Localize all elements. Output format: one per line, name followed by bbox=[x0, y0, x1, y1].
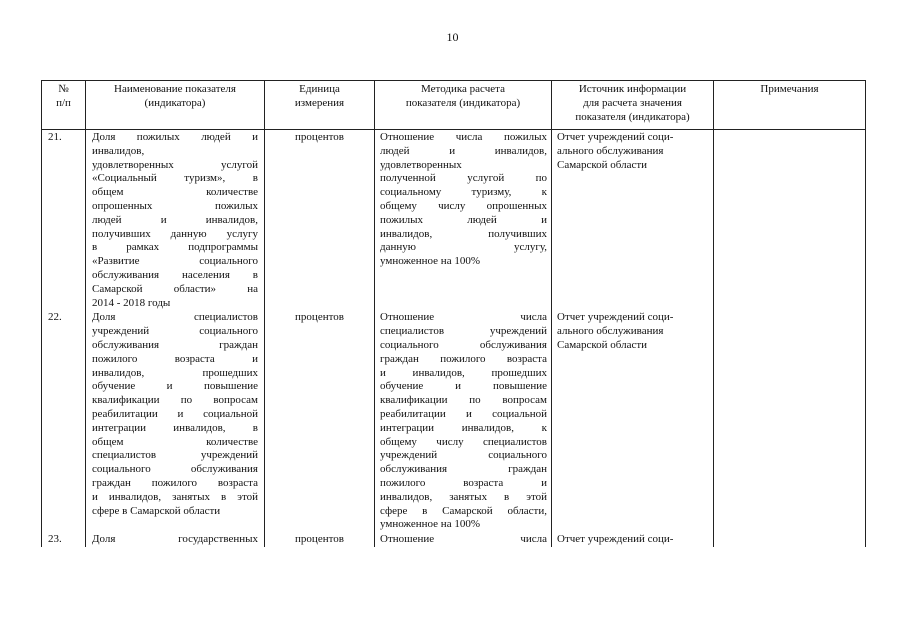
cell-line: учреждений социального bbox=[92, 325, 258, 338]
cell-line: обучение и повышение bbox=[380, 380, 547, 393]
information-source bbox=[552, 130, 714, 311]
cell-line: Отчет учреждений соци- bbox=[557, 533, 674, 546]
cell-line: Доля государственных bbox=[92, 533, 258, 546]
cell-line: граждан пожилого возраста bbox=[380, 352, 547, 365]
header-line: показателя (индикатора) bbox=[575, 110, 690, 123]
cell-line: Отношение числа bbox=[380, 311, 547, 324]
unit-text: процентов bbox=[295, 131, 344, 143]
cell-line: обслуживания граждан bbox=[380, 463, 547, 476]
cell-line: опрошенных пожилых bbox=[92, 199, 258, 212]
cell-line: специалистов учреждений bbox=[380, 325, 547, 338]
cell-line: пожилого возраста и bbox=[92, 352, 258, 365]
calculation-method bbox=[375, 310, 552, 532]
cell-line: «Развитие социального bbox=[92, 255, 258, 268]
cell-line: Доля пожилых людей и bbox=[92, 131, 258, 143]
row-number bbox=[42, 130, 86, 311]
row-number-text: 22. bbox=[48, 311, 62, 324]
cell-line: Отчет учреждений соци- bbox=[557, 311, 674, 324]
table-row bbox=[42, 130, 866, 311]
header-line: п/п bbox=[56, 96, 71, 109]
calculation-method bbox=[375, 130, 552, 311]
cell-line: ального обслуживания bbox=[557, 325, 664, 338]
cell-line: общем количестве bbox=[92, 435, 258, 448]
cell-line: Отчет учреждений соци- bbox=[557, 131, 674, 143]
notes-cell bbox=[714, 532, 866, 547]
cell-line: и инвалидов, прошедших bbox=[380, 366, 547, 379]
cell-line: Самарской области bbox=[557, 338, 648, 351]
cell-line: общем количестве bbox=[92, 186, 258, 199]
cell-line: обслуживания населения в bbox=[92, 268, 258, 281]
indicator-unit bbox=[265, 130, 375, 311]
header-line: Единица bbox=[299, 83, 340, 95]
information-source bbox=[552, 532, 714, 547]
table-row bbox=[42, 310, 866, 532]
cell-line: людей и инвалидов, bbox=[92, 213, 258, 226]
header-line: (индикатора) bbox=[144, 96, 206, 109]
cell-line: Отношение числа bbox=[380, 533, 547, 546]
cell-line: граждан пожилого возраста bbox=[92, 476, 258, 489]
header-method bbox=[375, 81, 552, 130]
cell-line: получивших данную услугу bbox=[92, 227, 258, 240]
cell-line: обслуживания граждан bbox=[92, 338, 258, 351]
cell-line: Отношение числа пожилых bbox=[380, 131, 547, 143]
header-line: для расчета значения bbox=[583, 96, 682, 109]
cell-line: общему числу опрошенных bbox=[380, 199, 547, 212]
cell-line: умноженное на 100% bbox=[380, 518, 480, 531]
cell-line: «Социальный туризм», в bbox=[92, 172, 258, 185]
unit-text: процентов bbox=[295, 533, 344, 546]
notes-cell bbox=[714, 310, 866, 532]
header-unit bbox=[265, 81, 375, 130]
row-number bbox=[42, 532, 86, 547]
cell-line: пожилых людей и bbox=[380, 213, 547, 226]
cell-line: 2014 - 2018 годы bbox=[92, 296, 171, 309]
cell-line: умноженное на 100% bbox=[380, 255, 480, 268]
cell-line: учреждений социального bbox=[380, 449, 547, 462]
page-number: 10 bbox=[446, 30, 459, 44]
indicator-unit bbox=[265, 310, 375, 532]
cell-line: интеграции инвалидов, к bbox=[380, 421, 547, 434]
cell-line: квалификации по вопросам bbox=[92, 394, 258, 407]
cell-line: интеграции инвалидов, в bbox=[92, 421, 258, 434]
calculation-method bbox=[375, 532, 552, 547]
cell-line: Доля специалистов bbox=[92, 311, 258, 324]
cell-line: реабилитации и социальной bbox=[92, 407, 258, 420]
indicator-table bbox=[41, 80, 866, 547]
cell-line: квалификации по вопросам bbox=[380, 394, 547, 407]
notes-cell bbox=[714, 130, 866, 311]
cell-line: Самарской области» на bbox=[92, 282, 258, 295]
cell-line: сфере в Самарской области bbox=[92, 504, 221, 517]
cell-line: пожилого возраста и bbox=[380, 476, 547, 489]
cell-line: инвалидов, получивших bbox=[380, 227, 547, 240]
indicator-name bbox=[86, 532, 265, 547]
unit-text: процентов bbox=[295, 311, 344, 324]
cell-line: социальному туризму, к bbox=[380, 186, 547, 199]
cell-line: и инвалидов, занятых в этой bbox=[92, 490, 258, 503]
cell-line: людей и инвалидов, bbox=[380, 144, 547, 157]
cell-line: сфере в Самарской области, bbox=[380, 504, 547, 517]
header-source bbox=[552, 81, 714, 130]
cell-line: инвалидов, прошедших bbox=[92, 366, 258, 379]
cell-line: социального обслуживания bbox=[92, 463, 258, 476]
row-number bbox=[42, 310, 86, 532]
cell-line: в рамках подпрограммы bbox=[92, 241, 258, 254]
cell-line: инвалидов, bbox=[92, 144, 145, 157]
indicator-name bbox=[86, 130, 265, 311]
table-header-row bbox=[42, 81, 866, 130]
row-number-text: 21. bbox=[48, 131, 62, 143]
header-line: Примечания bbox=[760, 83, 819, 95]
indicator-unit bbox=[265, 532, 375, 547]
cell-line: общему числу специалистов bbox=[380, 435, 547, 448]
cell-line: Самарской области bbox=[557, 158, 648, 171]
header-line: показателя (индикатора) bbox=[405, 96, 521, 109]
cell-line: инвалидов, занятых в этой bbox=[380, 490, 547, 503]
cell-line: полученной услугой по bbox=[380, 172, 547, 185]
header-line: Методика расчета bbox=[421, 83, 505, 95]
cell-line: социального обслуживания bbox=[380, 338, 547, 351]
header-line: измерения bbox=[294, 96, 345, 109]
cell-line: реабилитации и социальной bbox=[380, 407, 547, 420]
header-line: Наименование показателя bbox=[114, 83, 236, 95]
header-number bbox=[42, 81, 86, 130]
row-number-text: 23. bbox=[48, 533, 62, 546]
cell-line: данную услугу, bbox=[380, 241, 547, 254]
cell-line: удовлетворенных bbox=[380, 158, 462, 171]
cell-line: удовлетворенных услугой bbox=[92, 158, 258, 171]
cell-line: обучение и повышение bbox=[92, 380, 258, 393]
header-line: № bbox=[58, 83, 69, 95]
cell-line: специалистов учреждений bbox=[92, 449, 258, 462]
table-row bbox=[42, 532, 866, 547]
indicator-name bbox=[86, 310, 265, 532]
header-notes bbox=[714, 81, 866, 130]
header-indicator-name bbox=[86, 81, 265, 130]
information-source bbox=[552, 310, 714, 532]
cell-line: ального обслуживания bbox=[557, 144, 664, 157]
header-line: Источник информации bbox=[578, 83, 687, 95]
